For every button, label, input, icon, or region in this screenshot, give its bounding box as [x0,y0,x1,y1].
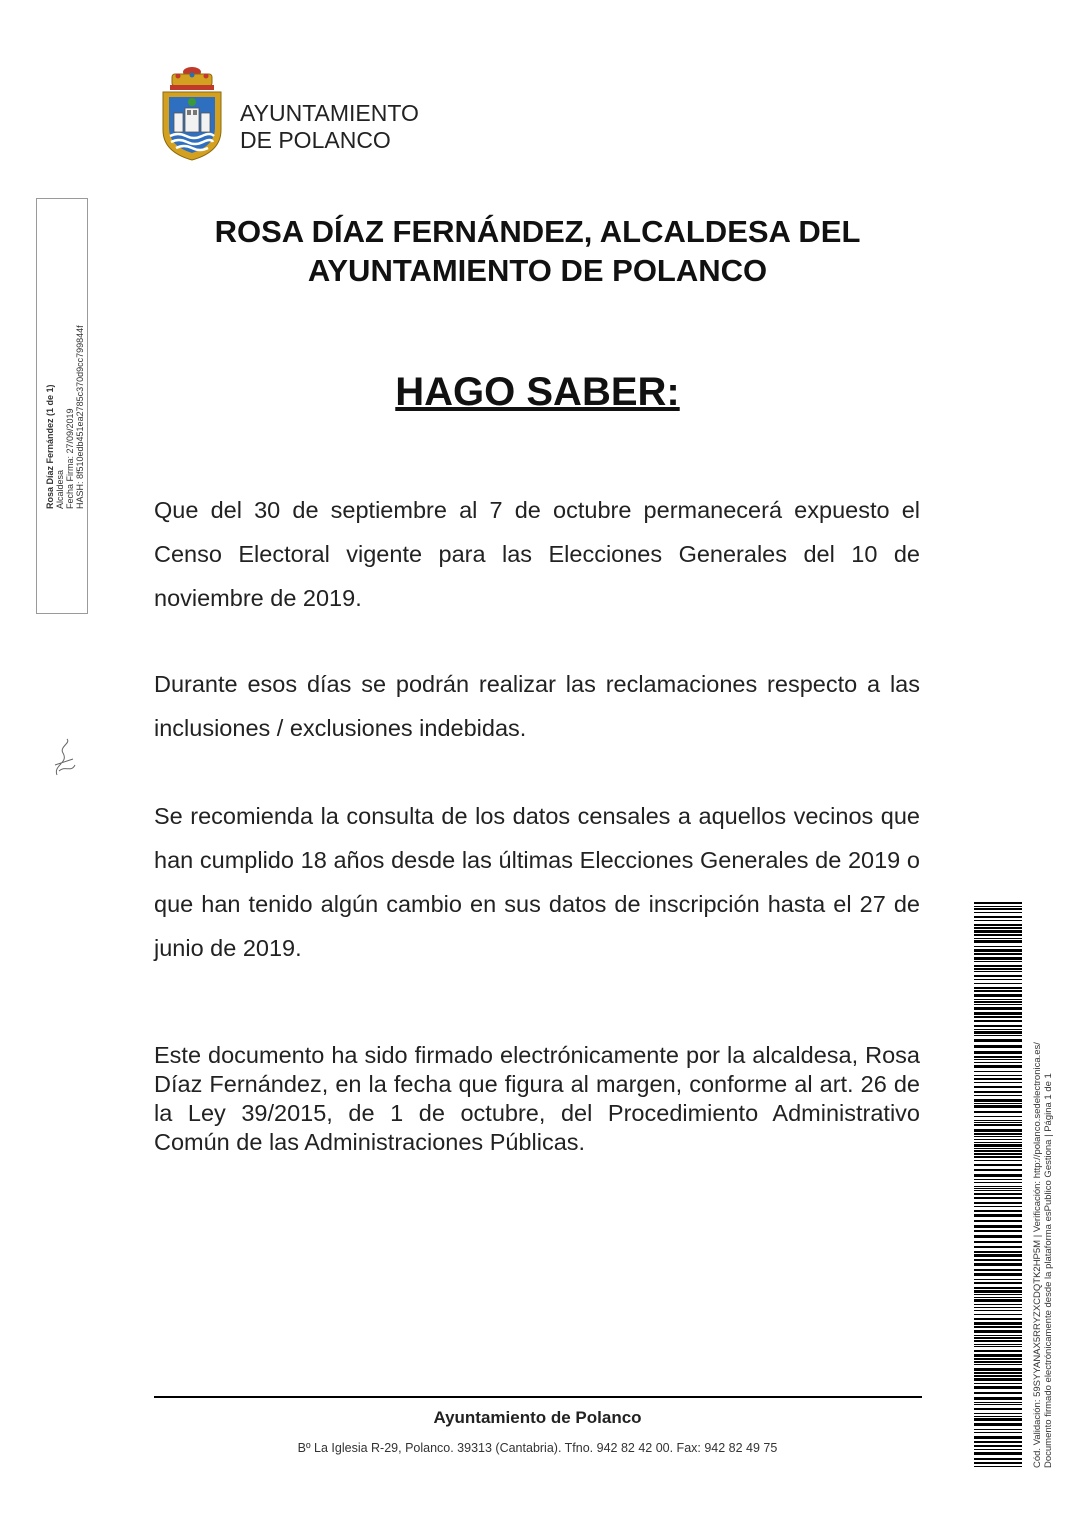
signature-details [45,269,85,509]
verification-text [1032,868,1054,1468]
footer-divider [154,1396,922,1398]
document-subtitle: HAGO SABER: [395,370,680,414]
paragraph-recommendation: Se recomienda la consulta de los datos censales a aquellos vecinos que han cumplido 18 años desde las últimas Elecciones Generales de 2019 o que han tenido algún cambio en sus datos de inscripción hasta el 27 de junio de 2019. [154,803,920,961]
signature-hash: HASH: 8f510edb451ea2785c370d9cc799844f [75,325,85,509]
footer-address: Bº La Iglesia R-29, Polanco. 39313 (Cantabria). Tfno. 942 82 42 00. Fax: 942 82 49 75 [297,1441,778,1455]
verification-platform: Documento firmado electrónicamente desde la plataforma esPublico Gestiona | Página 1 de 1 [1043,1073,1054,1468]
paragraph-exposure-dates: Que del 30 de septiembre al 7 de octubre permanecerá expuesto el Censo Electoral vigente para las Elecciones Generales del 10 de noviembre de 2019. [154,497,920,611]
handwritten-signature-icon [49,735,79,781]
document-title: ROSA DÍAZ FERNÁNDEZ, ALCALDESA DEL AYUNTAMIENTO DE POLANCO [214,214,861,288]
paragraph-electronic-signature: Este documento ha sido firmado electrónicamente por la alcaldesa, Rosa Díaz Fernández, en la fecha que figura al margen, conforme al art. 26 de la Ley 39/2015, de 1 de octubre, del Procedimiento Administrativo Común de las Administraciones Públicas. [154,1042,920,1155]
paragraph-claims: Durante esos días se podrán realizar las reclamaciones respecto a las inclusiones / exclusiones indebidas. [154,671,920,741]
signature-stamp [36,198,88,614]
footer-title: Ayuntamiento de Polanco [433,1408,642,1427]
verification-code: Cód. Validación: 59SYYANAX5RRYZXCDQTK2HP5M | Verificación: http://polanco.sedelectronica.es/ [1032,1042,1043,1468]
barcode-icon [974,902,1022,1468]
signer-role: Alcaldesa [55,469,65,509]
organization-name: AYUNTAMIENTO DE POLANCO [240,100,419,153]
letterhead [158,64,478,164]
coat-of-arms-logo [158,64,226,162]
signature-date: Fecha Firma: 27/09/2019 [65,408,75,509]
signer-name: Rosa Díaz Fernández (1 de 1) [45,384,55,509]
